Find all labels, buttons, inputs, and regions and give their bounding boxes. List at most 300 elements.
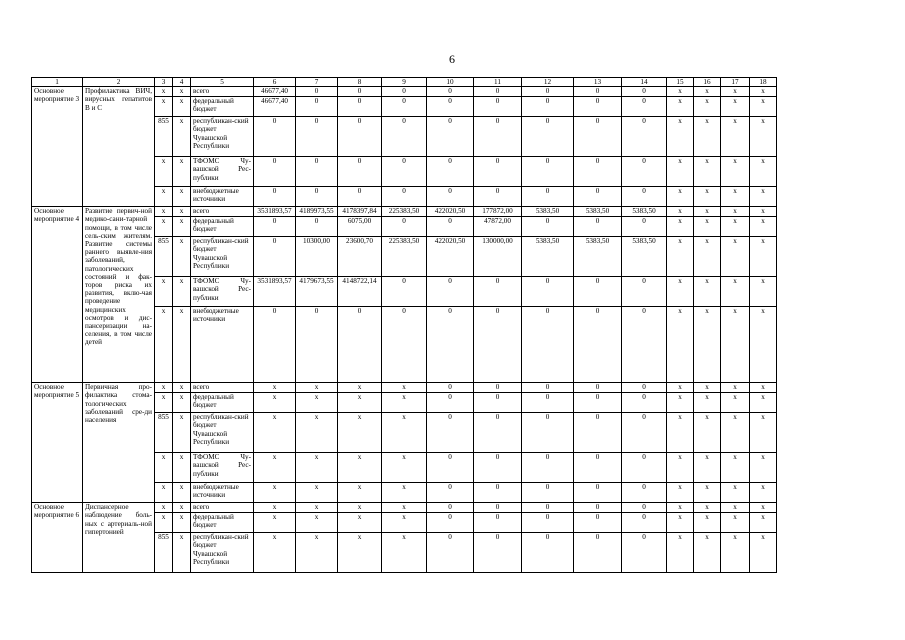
column-header: 12 bbox=[522, 78, 574, 87]
cell-value: 0 bbox=[382, 87, 427, 97]
cell-value: 0 bbox=[574, 413, 622, 453]
cell-value: х bbox=[296, 383, 338, 393]
cell-value: 0 bbox=[254, 157, 296, 187]
cell-value: 0 bbox=[338, 117, 382, 157]
cell-value: х bbox=[296, 503, 338, 513]
cell-code: х bbox=[173, 217, 191, 237]
cell-value: 10300,00 bbox=[296, 237, 338, 277]
cell-value: 0 bbox=[574, 383, 622, 393]
cell-value: 5383,50 bbox=[574, 207, 622, 217]
cell-value: х bbox=[721, 117, 750, 157]
cell-value: 0 bbox=[474, 87, 522, 97]
cell-value: 0 bbox=[622, 187, 667, 207]
cell-value: 0 bbox=[474, 277, 522, 307]
column-header: 5 bbox=[191, 78, 254, 87]
cell-value: х bbox=[694, 207, 721, 217]
cell-value: 0 bbox=[522, 97, 574, 117]
cell-value: 177872,00 bbox=[474, 207, 522, 217]
cell-value: х bbox=[750, 237, 777, 277]
cell-value: х bbox=[721, 307, 750, 383]
measure-name: Основное мероприятие 3 bbox=[32, 87, 83, 207]
cell-value: х bbox=[694, 533, 721, 573]
cell-value: х bbox=[254, 533, 296, 573]
cell-value: х bbox=[694, 157, 721, 187]
cell-value: х bbox=[296, 513, 338, 533]
cell-value: 0 bbox=[427, 483, 474, 503]
funding-source: внебюджетные источники bbox=[191, 187, 254, 207]
cell-value: х bbox=[667, 217, 694, 237]
cell-value: 0 bbox=[622, 277, 667, 307]
cell-value: х bbox=[750, 157, 777, 187]
cell-value: х bbox=[694, 413, 721, 453]
cell-value: 0 bbox=[427, 87, 474, 97]
column-header: 14 bbox=[622, 78, 667, 87]
cell-value: х bbox=[694, 393, 721, 413]
cell-code: х bbox=[173, 503, 191, 513]
measure-description: Развитие первич-ной медико-сани-тарной помощи, в том числе сель-ским жителям. Развитие системы раннего выявле-ния заболеваний, патологических состояний и фак-торов риска их развития, вклю-чая проведение медицинских осмотров и дис-пансеризации на-селения, в том числе детей bbox=[83, 207, 155, 383]
cell-value: 0 bbox=[296, 217, 338, 237]
measure-description: Первичная про-филактика стома-тологических заболеваний сре-ди населения bbox=[83, 383, 155, 503]
cell-code: х bbox=[155, 187, 173, 207]
cell-value: 0 bbox=[427, 383, 474, 393]
cell-value: 422020,50 bbox=[427, 207, 474, 217]
cell-value: 0 bbox=[522, 503, 574, 513]
cell-code: х bbox=[173, 277, 191, 307]
cell-value: 0 bbox=[622, 157, 667, 187]
cell-value: х bbox=[721, 393, 750, 413]
cell-value: 4189973,55 bbox=[296, 207, 338, 217]
cell-value: 0 bbox=[254, 307, 296, 383]
funding-source: всего bbox=[191, 383, 254, 393]
cell-value: 0 bbox=[474, 393, 522, 413]
cell-code: х bbox=[155, 207, 173, 217]
cell-value: х bbox=[667, 413, 694, 453]
cell-value: 422020,50 bbox=[427, 237, 474, 277]
cell-value: 0 bbox=[382, 97, 427, 117]
cell-code: х bbox=[155, 383, 173, 393]
cell-value: х bbox=[667, 237, 694, 277]
cell-value: 0 bbox=[474, 533, 522, 573]
cell-value: 0 bbox=[622, 383, 667, 393]
cell-code: х bbox=[173, 513, 191, 533]
cell-value: 0 bbox=[622, 87, 667, 97]
cell-value: 0 bbox=[382, 307, 427, 383]
cell-value: 4148722,14 bbox=[338, 277, 382, 307]
column-header: 13 bbox=[574, 78, 622, 87]
budget-table bbox=[31, 77, 777, 573]
measure-description: Профилактика ВИЧ, вирусных гепатитов В и С bbox=[83, 87, 155, 207]
cell-value: х bbox=[296, 483, 338, 503]
cell-value: х bbox=[721, 503, 750, 513]
column-header: 1 bbox=[32, 78, 83, 87]
cell-value: 23600,70 bbox=[338, 237, 382, 277]
cell-value: х bbox=[721, 453, 750, 483]
funding-source: всего bbox=[191, 503, 254, 513]
cell-code: х bbox=[155, 513, 173, 533]
cell-value: х bbox=[338, 413, 382, 453]
cell-value: 0 bbox=[427, 503, 474, 513]
funding-source: всего bbox=[191, 87, 254, 97]
column-header: 2 bbox=[83, 78, 155, 87]
cell-code: х bbox=[173, 533, 191, 573]
cell-value: 0 bbox=[254, 217, 296, 237]
cell-value: 0 bbox=[574, 117, 622, 157]
cell-value: х bbox=[721, 533, 750, 573]
cell-value: 0 bbox=[474, 117, 522, 157]
cell-value: х bbox=[338, 483, 382, 503]
cell-value: х bbox=[694, 217, 721, 237]
cell-value: 0 bbox=[574, 453, 622, 483]
cell-value: 5383,50 bbox=[522, 237, 574, 277]
cell-value: 0 bbox=[296, 187, 338, 207]
cell-value: 0 bbox=[296, 307, 338, 383]
cell-value: 0 bbox=[427, 513, 474, 533]
cell-value: х bbox=[382, 513, 427, 533]
cell-value: 0 bbox=[382, 187, 427, 207]
cell-value: х bbox=[667, 207, 694, 217]
cell-value: х bbox=[667, 187, 694, 207]
cell-code: х bbox=[173, 393, 191, 413]
cell-value: х bbox=[667, 97, 694, 117]
cell-value: х bbox=[750, 217, 777, 237]
cell-code: х bbox=[155, 453, 173, 483]
cell-value: 0 bbox=[574, 187, 622, 207]
cell-code: х bbox=[173, 383, 191, 393]
cell-value: х bbox=[667, 503, 694, 513]
cell-value: х bbox=[667, 157, 694, 187]
cell-value: 0 bbox=[522, 483, 574, 503]
cell-value: 5383,50 bbox=[522, 207, 574, 217]
cell-value: 5383,50 bbox=[622, 207, 667, 217]
cell-value: х bbox=[750, 533, 777, 573]
cell-value: х bbox=[694, 453, 721, 483]
cell-value: х bbox=[338, 383, 382, 393]
cell-value: х bbox=[382, 533, 427, 573]
cell-value: 0 bbox=[522, 87, 574, 97]
cell-value: х bbox=[721, 513, 750, 533]
cell-value: 0 bbox=[254, 187, 296, 207]
cell-code: х bbox=[155, 307, 173, 383]
cell-value: 0 bbox=[522, 217, 574, 237]
cell-value: х bbox=[694, 117, 721, 157]
column-header: 8 bbox=[338, 78, 382, 87]
cell-value: 0 bbox=[522, 453, 574, 483]
cell-value: х bbox=[382, 383, 427, 393]
cell-value: х bbox=[750, 117, 777, 157]
funding-source: всего bbox=[191, 207, 254, 217]
cell-value: 0 bbox=[427, 277, 474, 307]
cell-value: 0 bbox=[522, 513, 574, 533]
cell-value: х bbox=[721, 87, 750, 97]
cell-value: 0 bbox=[622, 413, 667, 453]
cell-value: х bbox=[721, 383, 750, 393]
column-header: 7 bbox=[296, 78, 338, 87]
cell-value: 0 bbox=[522, 393, 574, 413]
cell-value: 0 bbox=[622, 533, 667, 573]
cell-value: 0 bbox=[427, 217, 474, 237]
cell-value: 0 bbox=[382, 277, 427, 307]
cell-value: 0 bbox=[254, 117, 296, 157]
cell-value: 0 bbox=[296, 117, 338, 157]
cell-value: 47872,00 bbox=[474, 217, 522, 237]
cell-value: х bbox=[667, 533, 694, 573]
cell-value: 0 bbox=[474, 187, 522, 207]
table-row bbox=[32, 87, 777, 97]
cell-code: х bbox=[173, 413, 191, 453]
cell-value: х bbox=[694, 237, 721, 277]
cell-code: х bbox=[155, 503, 173, 513]
cell-value: 0 bbox=[522, 413, 574, 453]
cell-code: х bbox=[155, 97, 173, 117]
cell-value: х bbox=[750, 383, 777, 393]
funding-source: федеральный бюджет bbox=[191, 97, 254, 117]
column-header: 6 bbox=[254, 78, 296, 87]
cell-value: 0 bbox=[427, 413, 474, 453]
cell-code: 855 bbox=[155, 237, 173, 277]
cell-value: 0 bbox=[622, 97, 667, 117]
cell-code: 855 bbox=[155, 117, 173, 157]
funding-source: ТФОМС Чу-вашской Рес-публики bbox=[191, 453, 254, 483]
cell-value: 0 bbox=[427, 393, 474, 413]
cell-value: х bbox=[338, 453, 382, 483]
cell-value: х bbox=[721, 187, 750, 207]
funding-source: ТФОМС Чу-вашской Рес-публики bbox=[191, 157, 254, 187]
column-header: 17 bbox=[721, 78, 750, 87]
cell-value: х bbox=[254, 483, 296, 503]
cell-value: х bbox=[750, 87, 777, 97]
cell-code: х bbox=[155, 393, 173, 413]
cell-value: 3531893,57 bbox=[254, 277, 296, 307]
cell-code: х bbox=[173, 87, 191, 97]
cell-value: 5383,50 bbox=[622, 237, 667, 277]
page-number: 6 bbox=[449, 52, 455, 66]
cell-value: 0 bbox=[574, 277, 622, 307]
cell-value: х bbox=[750, 483, 777, 503]
cell-value: х bbox=[694, 277, 721, 307]
cell-value: 0 bbox=[474, 307, 522, 383]
cell-value: 46677,40 bbox=[254, 97, 296, 117]
cell-value: х bbox=[721, 207, 750, 217]
cell-value: 0 bbox=[622, 393, 667, 413]
column-header-row bbox=[32, 78, 777, 87]
cell-value: 0 bbox=[427, 187, 474, 207]
column-header: 16 bbox=[694, 78, 721, 87]
cell-value: х bbox=[750, 207, 777, 217]
cell-value: 0 bbox=[622, 307, 667, 383]
funding-source: республикан-ский бюджет Чувашской Республики bbox=[191, 237, 254, 277]
cell-value: 0 bbox=[474, 383, 522, 393]
cell-value: 0 bbox=[427, 97, 474, 117]
cell-value: х bbox=[296, 393, 338, 413]
cell-value: 0 bbox=[522, 533, 574, 573]
cell-value: 0 bbox=[522, 277, 574, 307]
cell-value: 0 bbox=[574, 307, 622, 383]
cell-value: х bbox=[667, 87, 694, 97]
cell-value: х bbox=[750, 453, 777, 483]
cell-value: х bbox=[382, 453, 427, 483]
cell-value: х bbox=[338, 393, 382, 413]
cell-value: х bbox=[750, 187, 777, 207]
cell-value: х bbox=[338, 513, 382, 533]
measure-name: Основное мероприятие 5 bbox=[32, 383, 83, 503]
cell-value: х bbox=[338, 503, 382, 513]
cell-value: 0 bbox=[522, 157, 574, 187]
cell-value: 0 bbox=[338, 157, 382, 187]
cell-value: 3531893,57 bbox=[254, 207, 296, 217]
cell-code: х bbox=[173, 207, 191, 217]
column-header: 18 bbox=[750, 78, 777, 87]
cell-value: х bbox=[338, 533, 382, 573]
cell-code: х bbox=[173, 97, 191, 117]
cell-value: 0 bbox=[574, 157, 622, 187]
cell-value: 0 bbox=[574, 97, 622, 117]
cell-value: 0 bbox=[522, 117, 574, 157]
cell-value: 0 bbox=[622, 453, 667, 483]
funding-source: внебюджетные источники bbox=[191, 307, 254, 383]
cell-value: х bbox=[667, 307, 694, 383]
cell-value: х bbox=[694, 383, 721, 393]
cell-code: х bbox=[173, 453, 191, 483]
cell-value: 0 bbox=[474, 483, 522, 503]
cell-value: х bbox=[721, 217, 750, 237]
cell-value: х bbox=[296, 533, 338, 573]
cell-value: 5383,50 bbox=[574, 237, 622, 277]
cell-value: 0 bbox=[474, 97, 522, 117]
cell-value: х bbox=[721, 157, 750, 187]
cell-value: 0 bbox=[574, 533, 622, 573]
cell-value: 0 bbox=[574, 503, 622, 513]
cell-value: х bbox=[254, 503, 296, 513]
cell-value: х bbox=[694, 97, 721, 117]
cell-value: 0 bbox=[338, 87, 382, 97]
cell-value: х bbox=[667, 483, 694, 503]
cell-value: 0 bbox=[574, 87, 622, 97]
cell-value: х bbox=[721, 97, 750, 117]
cell-value: х bbox=[694, 483, 721, 503]
cell-value: х bbox=[721, 237, 750, 277]
column-header: 10 bbox=[427, 78, 474, 87]
cell-code: х bbox=[155, 277, 173, 307]
cell-code: х bbox=[173, 157, 191, 187]
cell-value: х bbox=[382, 503, 427, 513]
cell-value: х bbox=[694, 307, 721, 383]
cell-value: 130000,00 bbox=[474, 237, 522, 277]
cell-value: х bbox=[750, 513, 777, 533]
cell-value: х bbox=[750, 393, 777, 413]
funding-source: федеральный бюджет bbox=[191, 217, 254, 237]
cell-value: х bbox=[694, 87, 721, 97]
cell-value: х bbox=[254, 513, 296, 533]
cell-value: 0 bbox=[427, 117, 474, 157]
cell-value: 0 bbox=[254, 237, 296, 277]
funding-source: внебюджетные источники bbox=[191, 483, 254, 503]
cell-value: х bbox=[667, 277, 694, 307]
cell-code: х bbox=[173, 117, 191, 157]
funding-source: республикан-ский бюджет Чувашской Республики bbox=[191, 413, 254, 453]
cell-value: 0 bbox=[427, 157, 474, 187]
cell-value: х bbox=[721, 277, 750, 307]
cell-value: 0 bbox=[574, 393, 622, 413]
cell-value: х bbox=[382, 413, 427, 453]
cell-value: 4179673,55 bbox=[296, 277, 338, 307]
cell-value: 0 bbox=[427, 453, 474, 483]
cell-value: 0 bbox=[427, 533, 474, 573]
cell-value: 0 bbox=[522, 307, 574, 383]
cell-value: х bbox=[667, 453, 694, 483]
funding-source: республикан-ский бюджет Чувашской Республики bbox=[191, 117, 254, 157]
cell-value: 0 bbox=[522, 187, 574, 207]
cell-value: 0 bbox=[474, 413, 522, 453]
cell-value: 0 bbox=[622, 483, 667, 503]
cell-code: х bbox=[155, 87, 173, 97]
cell-value: х bbox=[750, 307, 777, 383]
measure-description: Диспансерное наблюдение боль-ных с артериаль-ной гипертонией bbox=[83, 503, 155, 573]
cell-value: 0 bbox=[474, 453, 522, 483]
table-row bbox=[32, 503, 777, 513]
cell-value: 0 bbox=[382, 217, 427, 237]
cell-value: 0 bbox=[474, 157, 522, 187]
cell-code: х bbox=[155, 483, 173, 503]
cell-value: 46677,40 bbox=[254, 87, 296, 97]
cell-code: х bbox=[155, 157, 173, 187]
cell-value: х bbox=[667, 513, 694, 533]
cell-value: 0 bbox=[474, 513, 522, 533]
column-header: 3 bbox=[155, 78, 173, 87]
cell-value: 0 bbox=[382, 117, 427, 157]
cell-value: х bbox=[254, 383, 296, 393]
cell-value: х bbox=[667, 383, 694, 393]
cell-value: х bbox=[296, 453, 338, 483]
cell-value: 0 bbox=[474, 503, 522, 513]
cell-value: 0 bbox=[622, 117, 667, 157]
funding-source: республикан-ский бюджет Чувашской Республики bbox=[191, 533, 254, 573]
cell-value: х bbox=[750, 503, 777, 513]
cell-value: 0 bbox=[622, 503, 667, 513]
measure-name: Основное мероприятие 4 bbox=[32, 207, 83, 383]
cell-value: 225383,50 bbox=[382, 207, 427, 217]
cell-value: 0 bbox=[338, 187, 382, 207]
cell-value: х bbox=[694, 187, 721, 207]
cell-value: х bbox=[382, 483, 427, 503]
cell-value: 0 bbox=[296, 97, 338, 117]
column-header: 9 bbox=[382, 78, 427, 87]
cell-code: х bbox=[173, 187, 191, 207]
cell-value: 0 bbox=[296, 157, 338, 187]
cell-value: 0 bbox=[382, 157, 427, 187]
cell-value: х bbox=[382, 393, 427, 413]
cell-value: 0 bbox=[338, 307, 382, 383]
cell-value: 0 bbox=[574, 513, 622, 533]
table-row bbox=[32, 207, 777, 217]
funding-source: федеральный бюджет bbox=[191, 393, 254, 413]
cell-value: 0 bbox=[338, 97, 382, 117]
cell-code: 855 bbox=[155, 533, 173, 573]
column-header: 4 bbox=[173, 78, 191, 87]
cell-value: 0 bbox=[574, 217, 622, 237]
cell-value: 0 bbox=[427, 307, 474, 383]
cell-value: 0 bbox=[622, 513, 667, 533]
cell-value: 0 bbox=[574, 483, 622, 503]
cell-code: х bbox=[173, 237, 191, 277]
cell-value: х bbox=[254, 413, 296, 453]
funding-source: ТФОМС Чу-вашской Рес-публики bbox=[191, 277, 254, 307]
column-header: 15 bbox=[667, 78, 694, 87]
cell-value: х bbox=[254, 393, 296, 413]
cell-value: х bbox=[721, 483, 750, 503]
cell-value: 0 bbox=[622, 217, 667, 237]
cell-value: х bbox=[694, 513, 721, 533]
table-row bbox=[32, 383, 777, 393]
